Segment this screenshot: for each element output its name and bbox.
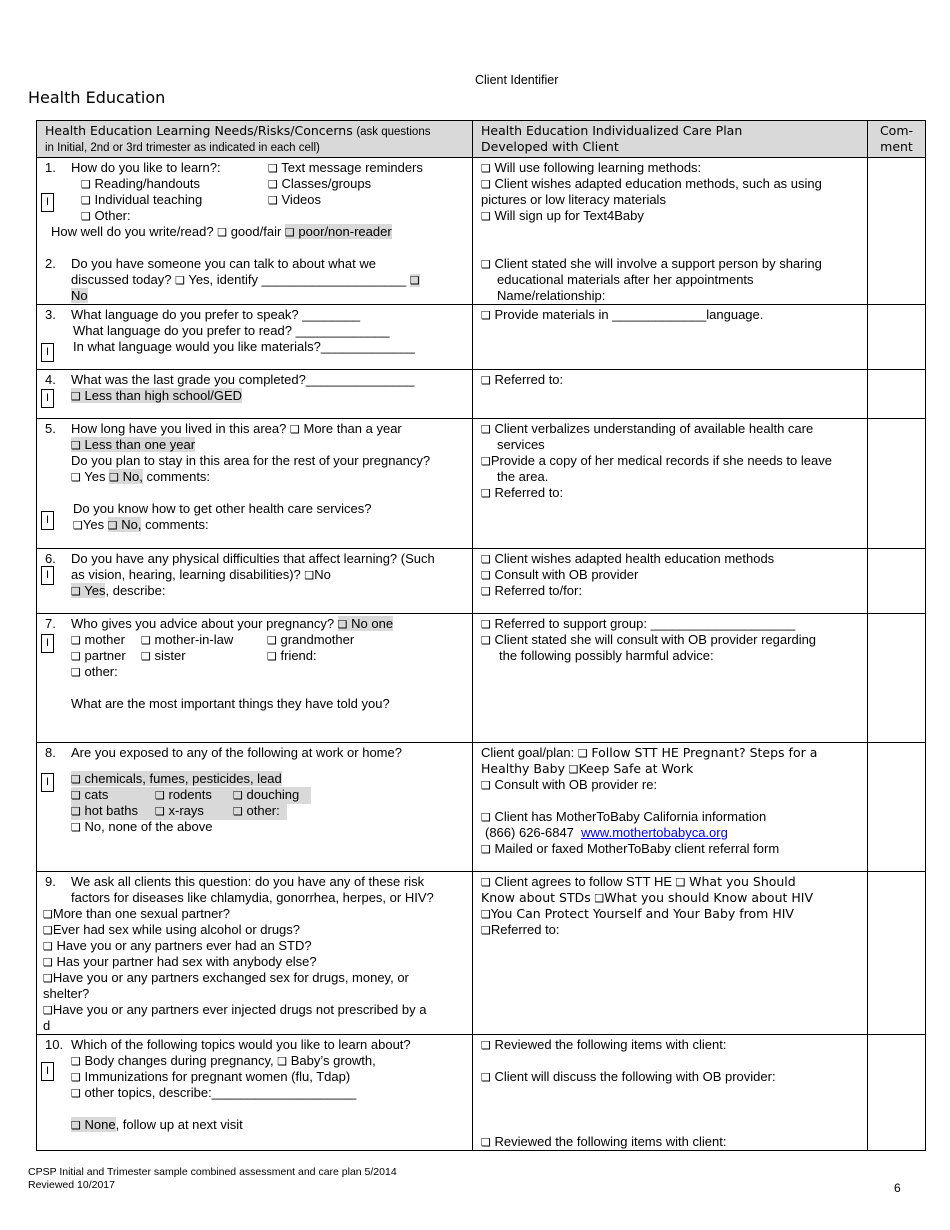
q3-speak: What language do you prefer to speak? ________ [71,307,361,322]
table-row-q8 [37,743,926,872]
q10-plan-reviewed: Reviewed the following items with client: [494,1037,727,1052]
q6-question-b: as vision, hearing, learning disabilities)? [71,567,301,582]
q8-none: No, none of the above [84,819,213,834]
q9-question-b: factors for diseases like chlamydia, gonorrhea, herpes, or HIV? [71,890,434,905]
checkbox-q8-follow[interactable]: ❑ [577,747,588,760]
q6-describe: , describe: [105,583,166,598]
q3-materials: In what language would you like materials?_____________ [73,339,415,354]
footer-info [28,1166,397,1192]
q8-plan-phone: (866) 626-6847 [485,825,574,840]
checkbox-q9-referred[interactable]: ❑ [481,924,491,937]
q5-yes: Yes [84,469,106,484]
table-row-q10 [37,1035,926,1151]
q8-plan-consult: Consult with OB provider re: [494,777,658,792]
checkbox-q2-no[interactable]: ❑ [409,274,420,287]
checkbox-q9-r2[interactable]: ❑ [43,924,53,937]
checkbox-q5b-yes[interactable]: ❑ [73,519,83,532]
q8-rodents: rodents [168,787,212,802]
checkbox-body[interactable]: ❑ [71,1055,81,1068]
q2-yes-identify: Yes, identify ____________________ [188,272,407,287]
initial-box[interactable]: I [41,566,54,585]
checkbox-no-one[interactable]: ❑ [337,618,348,631]
q9-r4: Has your partner had sex with anybody else? [56,954,317,969]
q10-question-cell [37,1035,473,1151]
q8-comment-cell[interactable] [868,743,926,872]
q1-poor: poor/non-reader [298,224,392,239]
checkbox-hot-baths[interactable]: ❑ [71,805,81,818]
q5-num: 5. [45,421,56,436]
q1-plan-adapted-b: pictures or low literacy materials [481,192,666,207]
col3-title-a: Com- [879,123,914,138]
checkbox-q8-safe[interactable]: ❑ [568,763,579,776]
q1-q2-question-cell [37,158,473,305]
q9-r5a: Have you or any partners exchanged sex for drugs, money, or [52,970,409,985]
q10-num: 10. [45,1037,64,1052]
q5-plan-records-a: Provide a copy of her medical records if she needs to leave [490,453,832,468]
checkbox-q5-referred[interactable]: ❑ [481,487,491,500]
q8-plan-mtb: Client has MotherToBaby California information [494,809,767,824]
q9-r6b: d [43,1018,51,1033]
checkbox-grandmother[interactable]: ❑ [267,634,277,647]
q9-plan-e: You Can Protect Yourself and Your Baby from HIV [490,906,794,921]
page-title: Health Education [28,88,166,107]
health-education-table [36,120,926,1151]
checkbox-douching[interactable]: ❑ [233,789,243,802]
q5-plan-referred: Referred to: [494,485,564,500]
checkbox-q9-hiv[interactable]: ❑ [594,892,605,905]
table-header-row [37,121,926,158]
q9-r5b: shelter? [43,986,90,1001]
checkbox-individual[interactable]: ❑ [81,194,91,207]
q9-comment-cell[interactable] [868,872,926,1035]
checkbox-q5b-no[interactable]: ❑ [107,519,118,532]
checkbox-more-year[interactable]: ❑ [289,423,300,436]
q6-plan-referred: Referred to/for: [494,583,582,598]
q6-yes: Yes [84,583,106,598]
q8-question-cell [37,743,473,872]
q4-question: What was the last grade you completed?_______________ [71,372,415,387]
footer-line2: Reviewed 10/2017 [28,1179,115,1191]
q9-r6a: Have you or any partners ever injected drugs not prescribed by a [52,1002,427,1017]
checkbox-q5-understand[interactable]: ❑ [481,423,491,436]
q3-read: What language do you prefer to read? _____________ [73,323,390,338]
checkbox-q6-consult[interactable]: ❑ [481,569,491,582]
q1-reading: Reading/handouts [94,176,201,191]
col2-title-b: Developed with Client [481,139,619,154]
q10-comment-cell[interactable] [868,1035,926,1151]
q10-question: Which of the following topics would you like to learn about? [71,1037,411,1052]
table-row-q3 [37,305,926,370]
checkbox-mother-in-law[interactable]: ❑ [141,634,151,647]
q8-num: 8. [45,745,56,760]
q5-plan-understand-a: Client verbalizes understanding of available health care [494,421,814,436]
q7-question-cell [37,614,473,743]
checkbox-q9-protect[interactable]: ❑ [481,908,491,921]
q7-plan-consult-b: the following possibly harmful advice: [499,648,714,663]
q7-mother: mother [84,632,125,647]
col3-title-b: ment [880,139,913,154]
q5b-no: No, [121,517,142,532]
table-row-q1-q2 [37,158,926,305]
q7-no-one: No one [351,616,394,631]
q5-stay: Do you plan to stay in this area for the rest of your pregnancy? [71,453,431,468]
q10-followup: , follow up at next visit [115,1117,243,1132]
q5-question: How long have you lived in this area? [71,421,287,436]
checkbox-q3-plan[interactable]: ❑ [481,309,491,322]
q10-plan-reviewed2: Reviewed the following items with client: [494,1134,727,1149]
col1-note-a: (ask questions [356,126,431,138]
q1-text-message: Text message reminders [281,160,423,175]
q5-plan-understand-b: services [497,437,545,452]
checkbox-xrays[interactable]: ❑ [155,805,165,818]
q1-other: Other: [94,208,131,223]
q7-plan-cell [473,614,868,743]
checkbox-q10-reviewed2[interactable]: ❑ [481,1136,491,1149]
client-identifier-label: Client Identifier [475,73,559,87]
q9-r2: Ever had sex while using alcohol or drugs? [52,922,301,937]
col1-header [37,121,473,158]
q6-plan-cell [473,549,868,614]
q4-plan: Referred to: [494,372,564,387]
q1-q2-plan-cell [473,158,868,305]
table-row-q5 [37,419,926,549]
q7-mother-in-law: mother-in-law [154,632,234,647]
col1-title: Health Education Learning Needs/Risks/Concerns [45,123,353,138]
checkbox-q10-reviewed[interactable]: ❑ [481,1039,491,1052]
checkbox-poor[interactable]: ❑ [284,226,295,239]
page-number: 6 [894,1181,901,1195]
q1-write-read: How well do you write/read? [51,224,214,239]
q7-num: 7. [45,616,56,631]
footer-line1: CPSP Initial and Trimester sample combined assessment and care plan 5/2014 [28,1166,397,1178]
q9-question-a: We ask all clients this question: do you have any of these risk [71,874,425,889]
checkbox-immunizations[interactable]: ❑ [71,1071,81,1084]
q10-growth: Baby’s growth, [290,1053,376,1068]
col2-title-a: Health Education Individualized Care Plan [481,123,743,138]
checkbox-growth[interactable]: ❑ [277,1055,288,1068]
q5-plan-records-b: the area. [497,469,549,484]
q7-plan-support: Referred to support group: ____________________ [494,616,796,631]
q9-plan-c: Know about STDs [481,890,591,905]
q1-plan-methods: Will use following learning methods: [494,160,702,175]
q10-body: Body changes during pregnancy, [84,1053,274,1068]
q3-num: 3. [45,307,56,322]
checkbox-q8-consult[interactable]: ❑ [481,779,491,792]
checkbox-q9-stds[interactable]: ❑ [675,876,686,889]
checkbox-plan-support[interactable]: ❑ [481,258,491,271]
q3-plan: Provide materials in _____________language. [494,307,764,322]
q7-grandmother: grandmother [280,632,355,647]
initial-box[interactable]: I [41,343,54,362]
q5-more-year: More than a year [303,421,402,436]
q5-less-year: Less than one year [84,437,196,452]
q10-plan-discuss: Client will discuss the following with OB provider: [494,1069,776,1084]
checkbox-q9-r5[interactable]: ❑ [43,972,53,985]
q5-other-services: Do you know how to get other health care services? [73,501,372,516]
q7-important: What are the most important things they have told you? [71,696,390,711]
checkbox-q5-records[interactable]: ❑ [481,455,491,468]
q1-plan-text4baby: Will sign up for Text4Baby [494,208,644,223]
q8-hot-baths: hot baths [84,803,138,818]
q4-question-cell [37,370,473,419]
checkbox-q9-r4[interactable]: ❑ [43,956,53,969]
q3-question-cell [37,305,473,370]
checkbox-reading[interactable]: ❑ [81,178,91,191]
q9-r1: More than one sexual partner? [52,906,230,921]
q7-plan-consult-a: Client stated she will consult with OB provider regarding [494,632,817,647]
checkbox-q10-other[interactable]: ❑ [71,1087,81,1100]
q2-num: 2. [45,256,56,271]
checkbox-q4-referred[interactable]: ❑ [481,374,491,387]
q1-question: How do you like to learn?: [71,160,221,175]
table-row-q4 [37,370,926,419]
checkbox-q9-agree[interactable]: ❑ [481,876,491,889]
q4-plan-cell [473,370,868,419]
checkbox-q9-r1[interactable]: ❑ [43,908,53,921]
q3-comment-cell[interactable] [868,305,926,370]
q7-other: other: [84,664,118,679]
q9-question-cell [37,872,473,1035]
q4-num: 4. [45,372,56,387]
q3-plan-cell [473,305,868,370]
table-row-q6 [37,549,926,614]
q8-plan-cell [473,743,868,872]
initial-box[interactable]: I [41,773,54,792]
q6-question-a: Do you have any physical difficulties that affect learning? (Such [71,551,435,566]
q1-classes: Classes/groups [281,176,372,191]
checkbox-plan-text4baby[interactable]: ❑ [481,210,491,223]
q2-question-b: discussed today? [71,272,172,287]
q10-other: other topics, describe:____________________ [84,1085,357,1100]
checkbox-partner[interactable]: ❑ [71,650,81,663]
q8-plan-goal-c: Healthy Baby [481,761,565,776]
checkbox-less-hs[interactable]: ❑ [71,390,81,403]
checkbox-q8-mailed[interactable]: ❑ [481,843,491,856]
checkbox-videos[interactable]: ❑ [268,194,278,207]
checkbox-plan-methods[interactable]: ❑ [481,162,491,175]
q1-individual: Individual teaching [94,192,203,207]
q9-num: 9. [45,874,56,889]
col2-header [473,121,868,158]
checkbox-q7-consult[interactable]: ❑ [481,634,491,647]
q6-question-cell [37,549,473,614]
q6-no: No [314,567,331,582]
checkbox-mother[interactable]: ❑ [71,634,81,647]
checkbox-sister[interactable]: ❑ [141,650,151,663]
initial-box[interactable]: I [41,193,54,212]
q9-plan-a: Client agrees to follow STT HE [494,874,672,889]
q5-comments: comments: [146,469,211,484]
q8-douching: douching [246,787,300,802]
checkbox-friend[interactable]: ❑ [267,650,277,663]
q8-plan-goal-b: Follow STT HE Pregnant? Steps for a [591,745,818,760]
q7-sister: sister [154,648,186,663]
q8-other: other: [246,803,280,818]
checkbox-q2-yes[interactable]: ❑ [175,274,185,287]
q6-plan-adapted: Client wishes adapted health education methods [494,551,775,566]
q8-plan-mailed: Mailed or faxed MotherToBaby client referral form [494,841,780,856]
q1-plan-adapted-a: Client wishes adapted education methods, such as using [494,176,822,191]
q5b-comments: comments: [145,517,209,532]
q8-cats: cats [84,787,109,802]
checkbox-text-message[interactable]: ❑ [268,162,278,175]
q5-question-cell [37,419,473,549]
checkbox-q10-none[interactable]: ❑ [71,1119,81,1132]
checkbox-q5-yes[interactable]: ❑ [71,471,81,484]
checkbox-q6-no[interactable]: ❑ [304,569,315,582]
q5-no: No, [122,469,143,484]
q10-immunizations: Immunizations for pregnant women (flu, Tdap) [84,1069,351,1084]
q9-plan-d: What you should Know about HIV [604,890,814,905]
q1-num: 1. [45,160,56,175]
checkbox-q5-no[interactable]: ❑ [109,471,119,484]
checkbox-cats[interactable]: ❑ [71,789,81,802]
checkbox-good-fair[interactable]: ❑ [217,226,228,239]
q1-videos: Videos [281,192,322,207]
table-row-q7 [37,614,926,743]
initial-box[interactable]: I [41,389,54,408]
q2-plan-a: Client stated she will involve a support person by sharing [494,256,822,271]
q7-partner: partner [84,648,126,663]
initial-box[interactable]: I [41,1062,54,1081]
checkbox-q9-r3[interactable]: ❑ [43,940,53,953]
checkbox-chemicals[interactable]: ❑ [71,773,81,786]
q4-less-hs: Less than high school/GED [84,388,243,403]
q8-plan-goal-a: Client goal/plan: [481,745,575,760]
q7-comment-cell[interactable] [868,614,926,743]
checkbox-q8-other[interactable]: ❑ [233,805,243,818]
q10-none: None [84,1117,116,1132]
mothertobaby-link[interactable]: www.mothertobabyca.org [581,825,728,840]
q2-plan-b: educational materials after her appointments [497,272,754,287]
checkbox-q8-mtb[interactable]: ❑ [481,811,491,824]
checkbox-q8-none[interactable]: ❑ [71,821,81,834]
q9-plan-cell [473,872,868,1035]
q6-comment-cell[interactable] [868,549,926,614]
q1-q2-comment-cell[interactable] [868,158,926,305]
q9-r3: Have you or any partners ever had an STD? [56,938,312,953]
q7-friend: friend: [280,648,317,663]
col1-note-b: in Initial, 2nd or 3rd trimester as indicated in each cell) [45,142,320,154]
q4-comment-cell[interactable] [868,370,926,419]
checkbox-q10-discuss[interactable]: ❑ [481,1071,491,1084]
q8-question: Are you exposed to any of the following at work or home? [71,745,402,760]
checkbox-plan-adapted[interactable]: ❑ [481,178,491,191]
q5-plan-cell [473,419,868,549]
q6-num: 6. [45,551,56,566]
q2-plan-c: Name/relationship: [497,288,606,303]
q5-comment-cell[interactable] [868,419,926,549]
checkbox-other[interactable]: ❑ [81,210,91,223]
checkbox-q7-other[interactable]: ❑ [71,666,81,679]
checkbox-classes[interactable]: ❑ [268,178,278,191]
checkbox-q6-referred[interactable]: ❑ [481,585,491,598]
q8-xrays: x-rays [168,803,204,818]
checkbox-q7-support[interactable]: ❑ [481,618,491,631]
checkbox-q9-r6[interactable]: ❑ [43,1004,53,1017]
q8-plan-goal-d: Keep Safe at Work [578,761,694,776]
q5b-yes: Yes [82,517,105,532]
q9-plan-referred: Referred to: [490,922,560,937]
q1-good-fair: good/fair [230,224,282,239]
checkbox-rodents[interactable]: ❑ [155,789,165,802]
initial-box[interactable]: I [41,634,54,653]
q2-question-a: Do you have someone you can talk to about what we [71,256,376,271]
q10-plan-cell [473,1035,868,1151]
q2-no: No [71,288,88,303]
checkbox-less-year[interactable]: ❑ [71,439,81,452]
checkbox-q6-yes[interactable]: ❑ [71,585,81,598]
q8-chemicals: chemicals, fumes, pesticides, lead [84,771,282,786]
col3-header [868,121,926,158]
q7-question: Who gives you advice about your pregnancy? [71,616,335,631]
q9-plan-b: What you Should [689,874,796,889]
initial-box[interactable]: I [41,511,54,530]
table-row-q9 [37,872,926,1035]
q6-plan-consult: Consult with OB provider [494,567,639,582]
checkbox-q6-adapted[interactable]: ❑ [481,553,491,566]
